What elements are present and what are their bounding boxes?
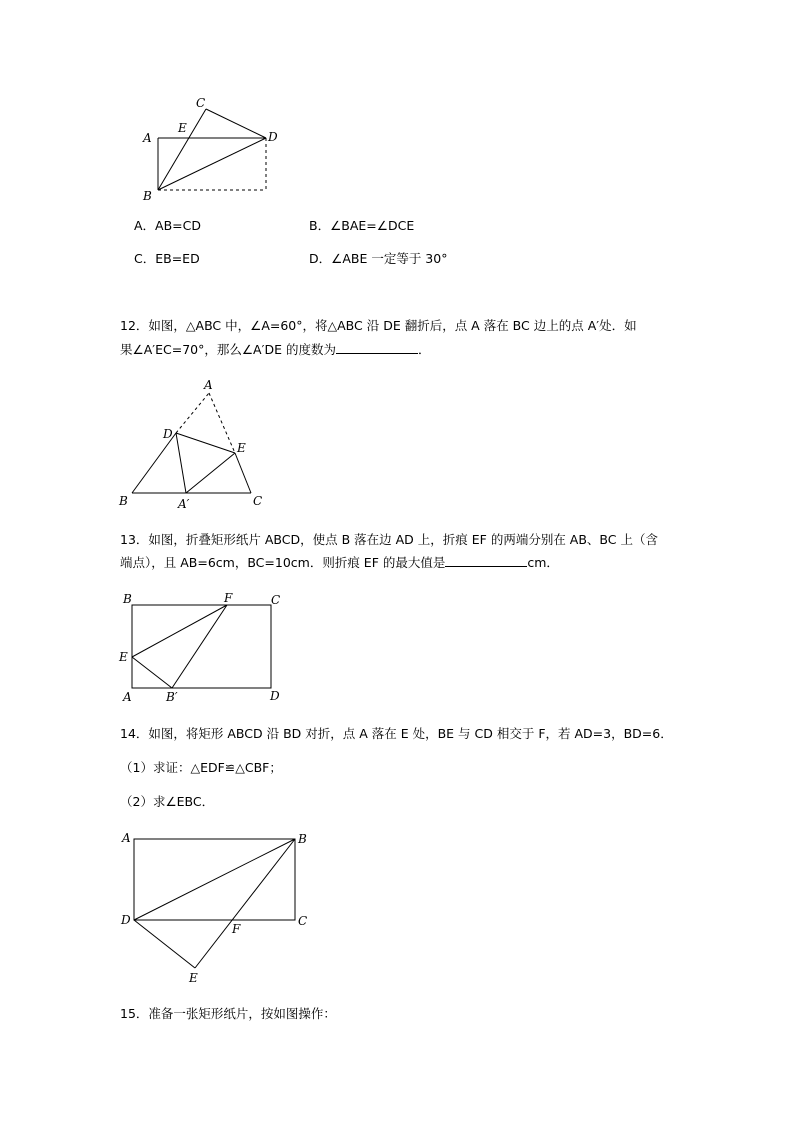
q13-label-e: E — [119, 650, 128, 664]
q11-label-c: C — [196, 96, 206, 110]
q13-text-line1: 13．如图，折叠矩形纸片 ABCD，使点 B 落在边 AD 上，折痕 EF 的两端分别在 AB、BC 上（含 — [120, 532, 658, 547]
q11-option-c: C．EB=ED — [134, 251, 200, 266]
q11-segment-cd — [206, 109, 266, 138]
q13-label-b-prime: B′ — [166, 690, 178, 704]
q13-segment-eb2 — [132, 657, 172, 688]
q13-figure — [115, 590, 295, 708]
q14-label-a: A — [122, 831, 131, 845]
q12-label-c: C — [253, 494, 263, 508]
q13-answer-blank — [445, 553, 527, 567]
q14-diagram — [115, 825, 325, 990]
q11-label-d: D — [268, 130, 278, 144]
q11-segment-bd — [158, 138, 266, 190]
q12-dashed-da — [176, 393, 209, 433]
q12-segment-bd — [132, 433, 176, 493]
q12-label-a: A — [204, 378, 213, 392]
q13-diagram — [115, 590, 295, 708]
q11-diagram — [130, 92, 290, 207]
q13-rectangle-abcd — [132, 605, 271, 688]
q12-text-line2-post: ． — [417, 342, 431, 357]
q12-segment-ea2 — [186, 453, 235, 493]
q12-segment-ec — [235, 453, 251, 493]
q11-option-d: D．∠ABE 一定等于 30° — [309, 251, 448, 266]
q11-option-b: B．∠BAE=∠DCE — [309, 218, 415, 233]
q14-label-d: D — [121, 913, 131, 927]
q11-figure — [130, 92, 290, 207]
q12-diagram — [115, 375, 275, 515]
q14-segment-be — [195, 839, 295, 968]
q13-text-line2 — [120, 553, 559, 572]
q13-label-c: C — [271, 593, 281, 607]
q11-label-e: E — [178, 121, 187, 135]
q13-text-line2-post: cm． — [527, 555, 559, 570]
q14-segment-de — [134, 920, 195, 968]
q13-segment-fb2 — [172, 605, 227, 688]
q12-text-line2 — [120, 340, 430, 359]
q12-segment-de — [176, 433, 235, 453]
q13-label-b: B — [123, 592, 132, 606]
q12-label-d: D — [163, 427, 173, 441]
q13-label-f: F — [224, 591, 233, 605]
q14-figure — [115, 825, 325, 990]
q14-label-c: C — [298, 914, 308, 928]
q14-label-e: E — [189, 971, 198, 985]
q12-segment-da2 — [176, 433, 186, 493]
q13-segment-ef — [132, 605, 227, 657]
q12-dashed-ea — [209, 393, 235, 453]
q12-label-b: B — [119, 494, 128, 508]
q11-option-a: A．AB=CD — [134, 218, 202, 233]
q11-label-a: A — [143, 131, 152, 145]
q12-label-a-prime: A′ — [178, 497, 190, 511]
q12-label-e: E — [237, 441, 246, 455]
q12-answer-blank — [336, 340, 418, 354]
q12-figure — [115, 375, 275, 515]
q14-label-f: F — [232, 922, 241, 936]
q14-text-line1: 14．如图，将矩形 ABCD 沿 BD 对折，点 A 落在 E 处，BE 与 CD 相交于 F，若 AD=3，BD=6． — [120, 726, 673, 741]
q12-text-line1: 12．如图，△ABC 中，∠A=60°，将△ABC 沿 DE 翻折后，点 A 落在 BC 边上的点 A′处．如 — [120, 318, 637, 333]
q13-label-a: A — [123, 690, 132, 704]
q14-text-sub1: （1）求证：△EDF≌△CBF； — [120, 760, 282, 775]
q14-text-sub2: （2）求∠EBC． — [120, 794, 215, 809]
q13-text-line2-pre: 端点），且 AB=6cm，BC=10cm．则折痕 EF 的最大值是 — [120, 555, 446, 570]
q11-label-b: B — [143, 189, 152, 203]
q14-label-b: B — [298, 832, 307, 846]
q15-text-line1: 15．准备一张矩形纸片，按如图操作： — [120, 1006, 336, 1021]
q13-label-d: D — [270, 689, 280, 703]
q12-text-line2-pre: 果∠A′EC=70°，那么∠A′DE 的度数为 — [120, 342, 336, 357]
q14-segment-bd — [134, 839, 295, 920]
